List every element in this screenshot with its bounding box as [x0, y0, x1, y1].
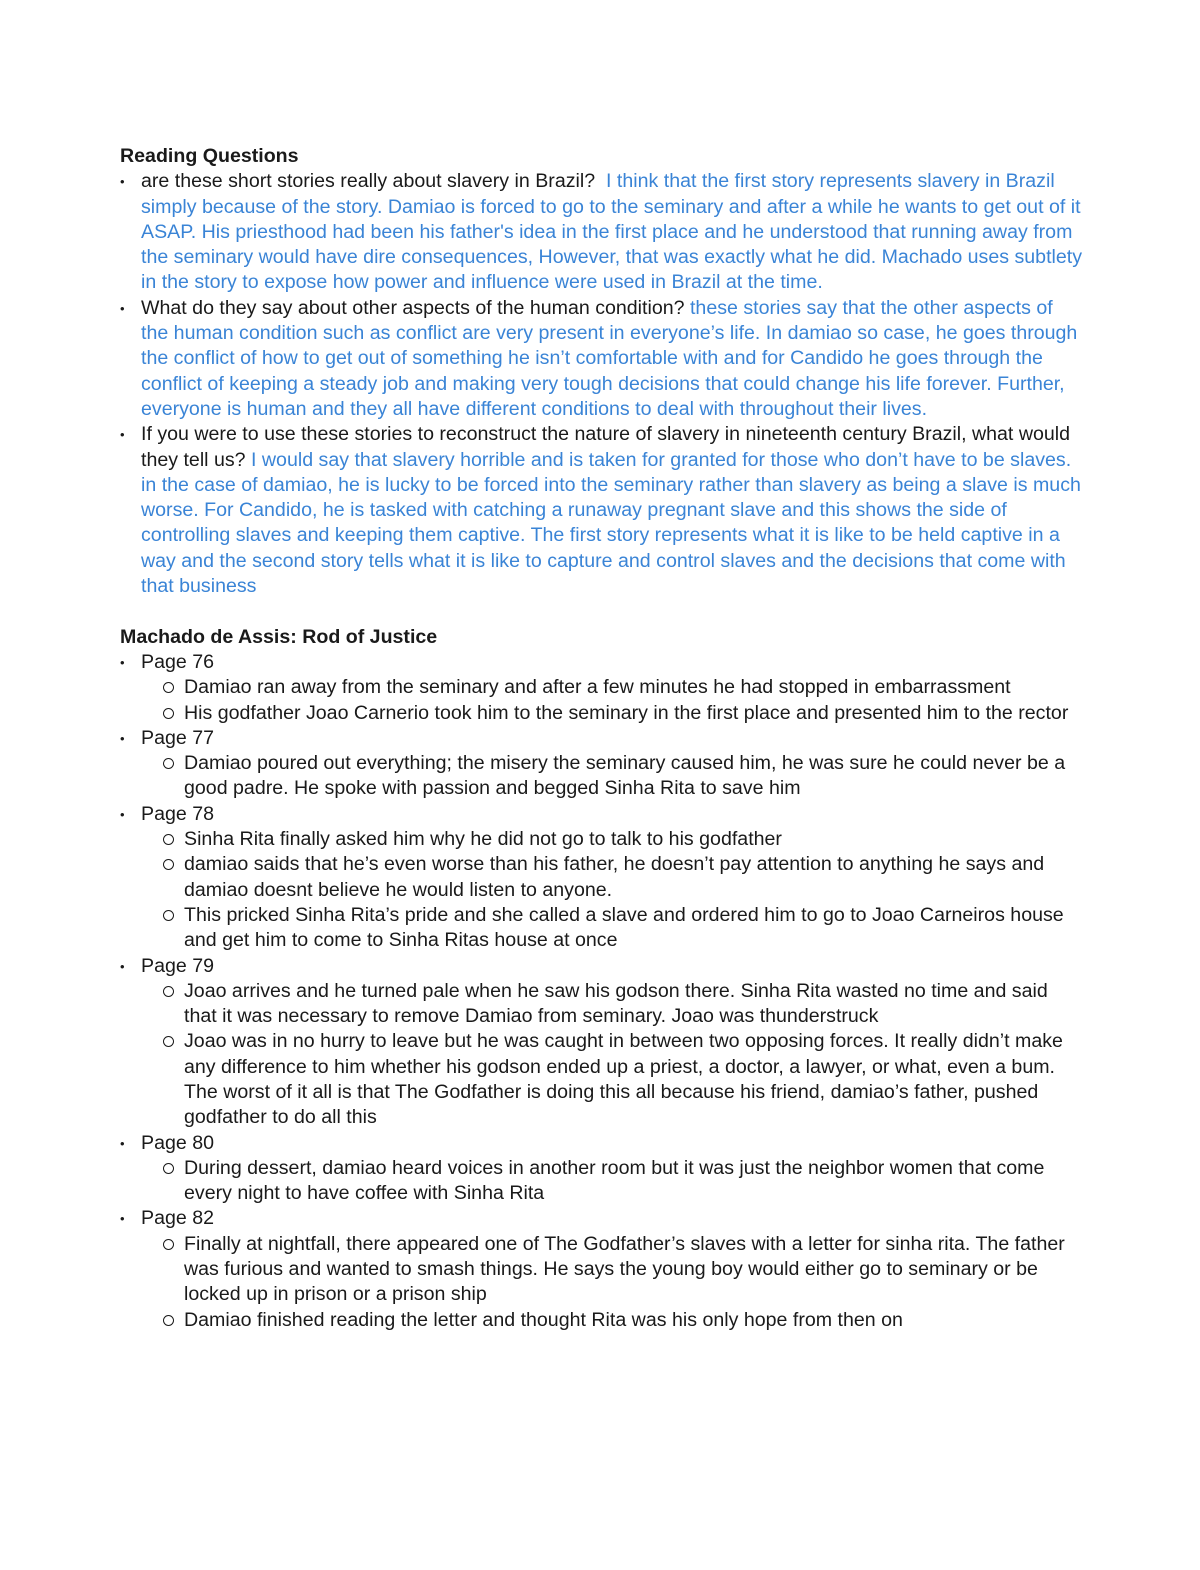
bullet-icon: • [120, 654, 125, 670]
circle-bullet-icon [163, 1239, 174, 1250]
note-item [141, 852, 1085, 903]
circle-bullet-icon [163, 1036, 174, 1047]
circle-bullet-icon [163, 682, 174, 693]
circle-bullet-icon [163, 986, 174, 997]
note-item [141, 979, 1085, 1030]
note-item [141, 1232, 1085, 1308]
note-text: Damiao ran away from the seminary and after a few minutes he had stopped in embarrassment [184, 676, 1011, 699]
page-notes-list [120, 650, 1085, 1333]
question-item [120, 296, 1085, 422]
note-text: Joao was in no hurry to leave but he was caught in between two opposing forces. It really didn’t make any difference to him whether his godson ended up a priest, a doctor, a lawyer, or what, even a bum. The worst of it all is that The Godfather is doing this all because his friend, damiao’s father, pushed godfather to do all this [184, 1030, 1063, 1129]
page-label: Page 80 [141, 1131, 214, 1154]
reading-questions-heading: Reading Questions [120, 145, 299, 167]
page-item [120, 650, 1085, 726]
page-label: Page 76 [141, 650, 214, 673]
document-page [120, 144, 1085, 1333]
note-list [141, 751, 1085, 802]
bullet-icon: • [120, 958, 125, 974]
note-list [141, 1156, 1085, 1207]
note-text: His godfather Joao Carnerio took him to the seminary in the first place and presented him to the rector [184, 701, 1069, 724]
page-label: Page 79 [141, 954, 214, 977]
bullet-icon: • [120, 427, 125, 443]
rod-of-justice-heading: Machado de Assis: Rod of Justice [120, 625, 438, 648]
question-text: are these short stories really about slavery in Brazil? [141, 170, 596, 193]
circle-bullet-icon [163, 910, 174, 921]
note-text: Joao arrives and he turned pale when he saw his godson there. Sinha Rita wasted no time and said that it was necessary to remove Damiao from seminary. Joao was thunderstruck [184, 979, 1048, 1028]
page-item [120, 1131, 1085, 1207]
bullet-icon: • [120, 1135, 125, 1151]
page-item [120, 726, 1085, 802]
answer-text: I think that the first story represents slavery in Brazil simply because of the story. Damiao is forced to go to the seminary and after a while he wants to get out of it ASAP. His priesthood had been his father's idea in the first place and he understood that running away from the seminary would have dire consequences, However, that was exactly what he did. Machado uses subtlety in the story to expose how power and influence were used in Brazil at the time. [141, 170, 1083, 294]
bullet-icon: • [120, 730, 125, 746]
question-item [120, 169, 1085, 295]
circle-bullet-icon [163, 859, 174, 870]
page-label: Page 82 [141, 1207, 214, 1230]
note-text: This pricked Sinha Rita’s pride and she called a slave and ordered him to go to Joao Carneiros house and get him to come to Sinha Ritas house at once [184, 903, 1064, 952]
question-item [120, 422, 1085, 599]
note-list [141, 979, 1085, 1131]
note-text: damiao saids that he’s even worse than his father, he doesn’t pay attention to anything he says and damiao doesnt believe he would listen to anyone. [184, 853, 1045, 901]
circle-bullet-icon [163, 1163, 174, 1174]
note-item [141, 701, 1085, 726]
page-item [120, 1206, 1085, 1332]
note-item [141, 827, 1085, 852]
reading-questions-list [120, 169, 1085, 599]
bullet-icon: • [120, 174, 125, 190]
rod-of-justice-section [120, 625, 1085, 1333]
note-text: Sinha Rita finally asked him why he did not go to talk to his godfather [184, 828, 782, 851]
note-text: Damiao finished reading the letter and thought Rita was his only hope from then on [184, 1308, 903, 1331]
note-item [141, 751, 1085, 802]
note-item [141, 1029, 1085, 1130]
circle-bullet-icon [163, 1315, 174, 1326]
note-item [141, 903, 1085, 954]
note-text: Damiao poured out everything; the misery the seminary caused him, he was sure he could never be a good padre. He spoke with passion and begged Sinha Rita to save him [184, 752, 1066, 800]
bullet-icon: • [120, 1211, 125, 1227]
bullet-icon: • [120, 806, 125, 822]
note-list [141, 1232, 1085, 1333]
note-item [141, 675, 1085, 700]
note-item [141, 1156, 1085, 1207]
page-item [120, 802, 1085, 954]
note-list [141, 675, 1085, 726]
note-text: Finally at nightfall, there appeared one of The Godfather’s slaves with a letter for sinha rita. The father was furious and wanted to smash things. He says the young boy would either go to seminary or be locked up in prison or a prison ship [184, 1232, 1065, 1306]
circle-bullet-icon [163, 708, 174, 719]
page-item [120, 954, 1085, 1131]
note-list [141, 827, 1085, 953]
page-label: Page 78 [141, 802, 214, 825]
page-label: Page 77 [141, 726, 214, 749]
answer-text: I would say that slavery horrible and is taken for granted for those who don’t have to be slaves. in the case of damiao, he is lucky to be forced into the seminary rather than slavery as being a slave is much worse. For Candido, he is tasked with catching a runaway pregnant slave and this shows the side of controlling slaves and keeping them captive. The first story represents what it is like to be held captive in a way and the second story tells what it is like to capture and control slaves and the decisions that come with that business [141, 448, 1081, 598]
circle-bullet-icon [163, 758, 174, 769]
note-item [141, 1308, 1085, 1333]
question-text: If you were to use these stories to reconstruct the nature of slavery in nineteenth century Brazil, what would they tell us? [141, 423, 1071, 471]
note-text: During dessert, damiao heard voices in another room but it was just the neighbor women that come every night to have coffee with Sinha Rita [184, 1156, 1045, 1205]
question-text: What do they say about other aspects of the human condition? [141, 296, 685, 319]
bullet-icon: • [120, 300, 125, 316]
answer-text: these stories say that the other aspects of the human condition such as conflict are very present in everyone’s life. In damiao so case, he goes through the conflict of how to get out of something he isn’t comfortable with and for Candido he goes through the conflict of keeping a steady job and making very tough decisions that could change his life forever. Further, everyone is human and they all have different conditions to deal with throughout their lives. [141, 296, 1078, 420]
circle-bullet-icon [163, 834, 174, 845]
